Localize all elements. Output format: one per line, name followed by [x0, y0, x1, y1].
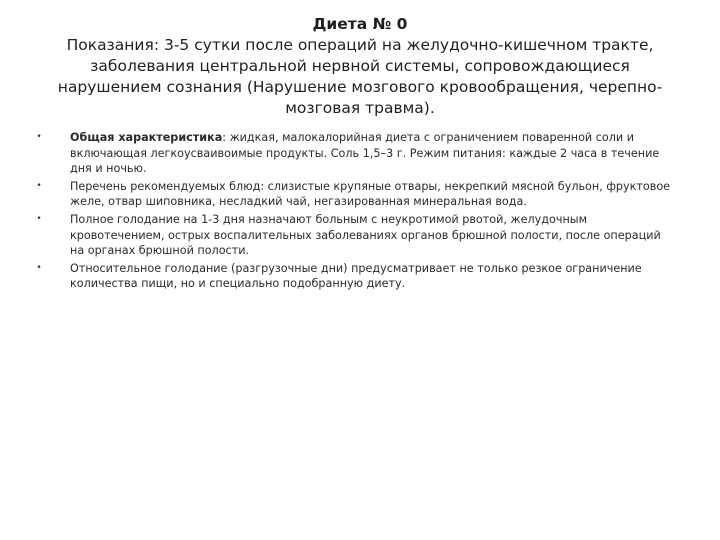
bullet-text: : жидкая, малокалорийная диета с ограничением поваренной соли и включающая легкоусваивоимые продукты. Соль 1,5–3 г. Режим питания: каждые 2 часа в течение дня и ночью.	[70, 131, 660, 176]
title-block	[40, 14, 680, 119]
bullet-list	[34, 130, 674, 294]
bullet-dot-icon: •	[36, 213, 42, 224]
bullet-dot-icon: •	[36, 262, 42, 273]
bullet-text: Относительное голодание (разгрузочные дни) предусматривает не только резкое ограничение количества пищи, но и специально подобранную диету.	[70, 261, 642, 291]
list-item	[34, 179, 674, 210]
bullet-text: Полное голодание на 1-3 дня назначают больным с неукротимой рвотой, желудочным кровотечением, острых воспалительных заболеваниях органов брюшной полости, после операций на органах брюшной полости.	[70, 212, 661, 258]
slide-subtitle: Показания: 3-5 сутки после операций на желудочно-кишечном тракте, заболевания центральной нервной системы, сопровождающиеся нарушением сознания (Нарушение мозгового кровообращения, черепно-мозговая травма).	[57, 36, 663, 117]
bullet-text: Перечень рекомендуемых блюд: слизистые крупяные отвары, некрепкий мясной бульон, фруктовое желе, отвар шиповника, несладкий чай, негазированная минеральная вода.	[70, 179, 671, 209]
list-item	[34, 130, 674, 177]
list-item	[34, 261, 674, 292]
list-item	[34, 212, 674, 259]
bullet-dot-icon: •	[36, 132, 42, 142]
bullet-lead: Общая характеристика	[70, 131, 223, 144]
slide-title: Диета № 0	[312, 15, 408, 33]
bullet-dot-icon: •	[36, 180, 42, 191]
